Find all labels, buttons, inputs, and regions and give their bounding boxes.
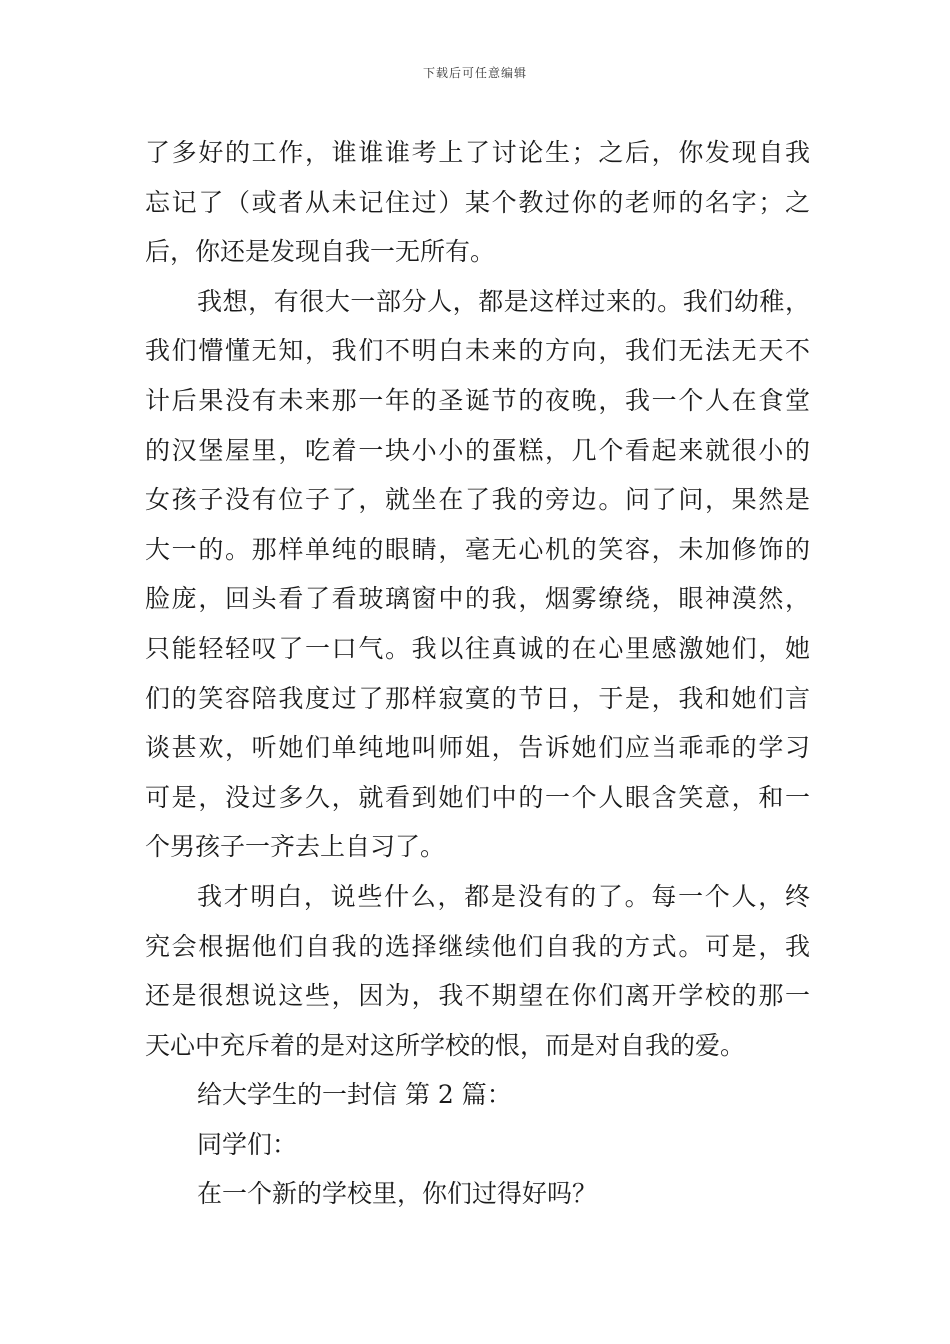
text-line: 的汉堡屋里，吃着一块小小的蛋糕，几个看起来就很小的 bbox=[145, 435, 810, 465]
text-line: 女孩子没有位子了，就坐在了我的旁边。问了问，果然是 bbox=[145, 485, 810, 515]
text-line: 还是很想说这些，因为，我不期望在你们离开学校的那一 bbox=[145, 981, 810, 1011]
salutation: 同学们： bbox=[197, 1129, 298, 1159]
text-line: 我想，有很大一部分人，都是这样过来的。我们幼稚， bbox=[197, 286, 810, 316]
text-line: 脸庞，回头看了看玻璃窗中的我，烟雾缭绕，眼神漠然， bbox=[145, 584, 810, 614]
text-line: 天心中充斥着的是对这所学校的恨，而是对自我的爱。 bbox=[145, 1030, 746, 1060]
text-line: 在一个新的学校里，你们过得好吗？ bbox=[197, 1179, 598, 1209]
text-line: 大一的。那样单纯的眼睛，毫无心机的笑容，未加修饰的 bbox=[145, 534, 810, 564]
text-line: 计后果没有未来那一年的圣诞节的夜晚，我一个人在食堂 bbox=[145, 385, 810, 415]
text-line: 只能轻轻叹了一口气。我以往真诚的在心里感激她们，她 bbox=[145, 633, 810, 663]
document-body bbox=[145, 128, 810, 1219]
text-line: 忘记了（或者从未记住过）某个教过你的老师的名字；之 bbox=[145, 187, 810, 217]
page-header: 下载后可任意编辑 bbox=[422, 66, 527, 80]
text-line: 究会根据他们自我的选择继续他们自我的方式。可是，我 bbox=[145, 931, 810, 961]
text-line: 可是，没过多久，就看到她们中的一个人眼含笑意，和一 bbox=[145, 782, 810, 812]
text-line: 我才明白，说些什么，都是没有的了。每一个人，终 bbox=[197, 881, 810, 911]
text-line: 个男孩子一齐去上自习了。 bbox=[145, 832, 446, 862]
text-line: 们的笑容陪我度过了那样寂寞的节日，于是，我和她们言 bbox=[145, 683, 810, 713]
section-heading: 给大学生的一封信 第 2 篇： bbox=[197, 1080, 512, 1110]
text-line: 了多好的工作，谁谁谁考上了讨论生；之后，你发现自我 bbox=[145, 138, 810, 167]
text-line: 后，你还是发现自我一无所有。 bbox=[145, 237, 496, 267]
text-line: 我们懵懂无知，我们不明白未来的方向，我们无法无天不 bbox=[145, 336, 810, 366]
text-line: 谈甚欢，听她们单纯地叫师姐，告诉她们应当乖乖的学习 bbox=[145, 733, 810, 763]
